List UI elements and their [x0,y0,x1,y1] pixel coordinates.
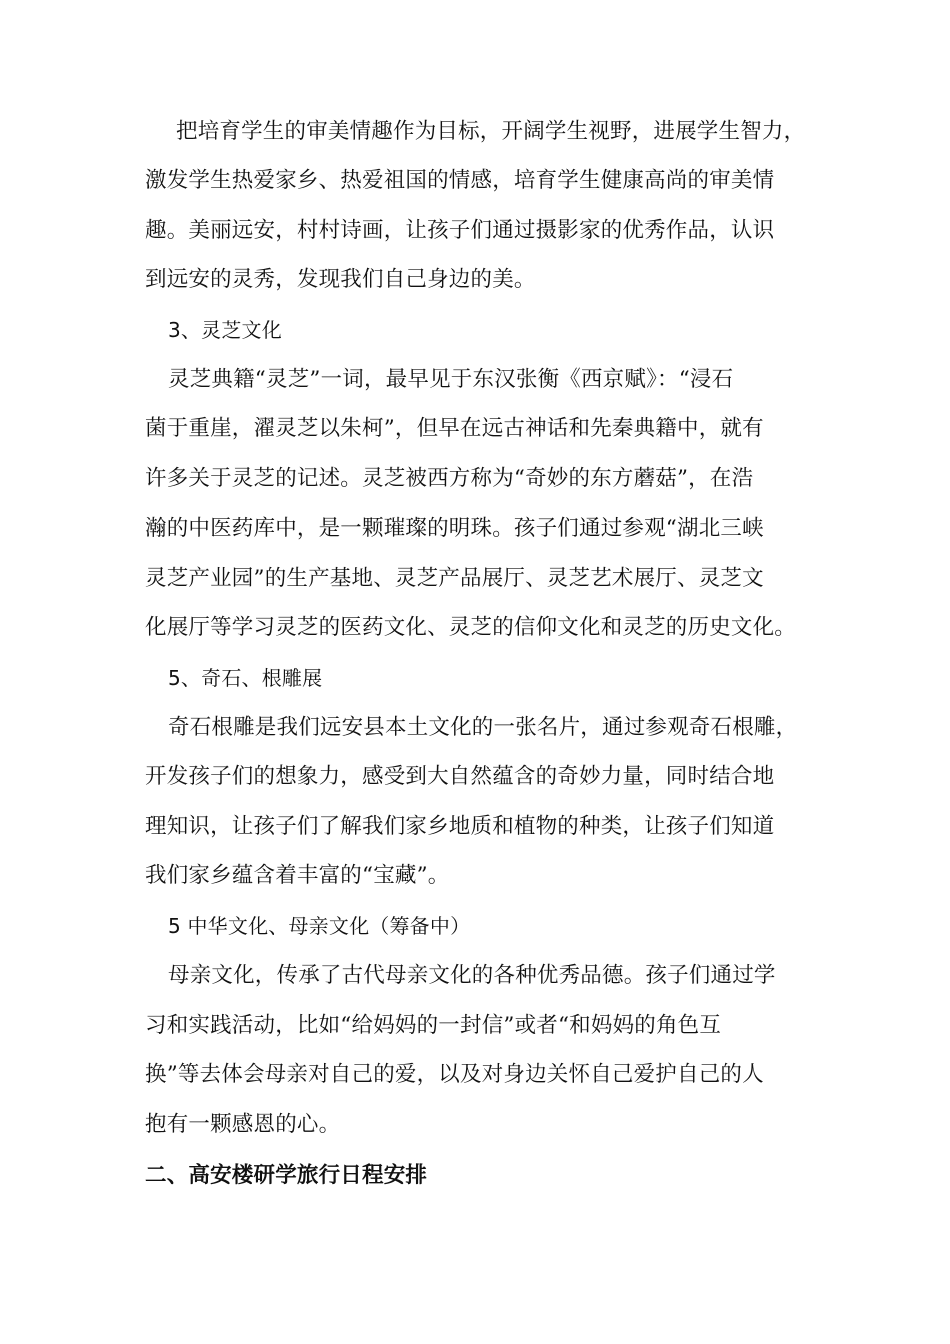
paragraph-line: 换”等去体会母亲对自己的爱，以及对身边关怀自己爱护自己的人 [145,1062,764,1087]
section-heading-3: 3、灵芝文化 [168,318,282,342]
paragraph-line: 开发孩子们的想象力，感受到大自然蕴含的奇妙力量，同时结合地 [145,764,775,789]
paragraph-line: 抱有一颗感恩的心。 [145,1112,341,1137]
paragraph-line: 激发学生热爱家乡、热爱祖国的情感，培育学生健康高尚的审美情 [145,168,775,193]
paragraph-line: 趣。美丽远安，村村诗画，让孩子们通过摄影家的优秀作品，认识 [145,218,775,243]
paragraph-line: 奇石根雕是我们远安县本土文化的一张名片，通过参观奇石根雕， [168,715,798,740]
paragraph-line: 瀚的中医药库中，是一颗璀璨的明珠。孩子们通过参观“湖北三峡 [145,516,764,541]
paragraph-line: 菌于重崖，濯灵芝以朱柯”，但早在远古神话和先秦典籍中，就有 [145,416,764,441]
paragraph-line: 把培育学生的审美情趣作为目标，开阔学生视野，进展学生智力， [176,119,806,144]
paragraph-line: 我们家乡蕴含着丰富的“宝藏”。 [145,863,450,888]
paragraph-line: 灵芝典籍“灵芝”一词，最早见于东汉张衡《西京赋》：“浸石 [168,367,734,392]
section-heading-5b: 5 中华文化、母亲文化（筹备中） [168,914,471,938]
paragraph-line: 理知识，让孩子们了解我们家乡地质和植物的种类，让孩子们知道 [145,814,775,839]
section-title: 二、高安楼研学旅行日程安排 [145,1163,428,1188]
paragraph-line: 母亲文化，传承了古代母亲文化的各种优秀品德。孩子们通过学 [168,963,776,988]
paragraph-line: 灵芝产业园”的生产基地、灵芝产品展厅、灵芝艺术展厅、灵芝文 [145,566,764,591]
paragraph-line: 到远安的灵秀，发现我们自己身边的美。 [145,267,536,292]
paragraph-line: 化展厅等学习灵芝的医药文化、灵芝的信仰文化和灵芝的历史文化。 [145,615,797,640]
section-heading-5a: 5、奇石、根雕展 [168,666,323,690]
paragraph-line: 习和实践活动，比如“给妈妈的一封信”或者“和妈妈的角色互 [145,1013,722,1038]
paragraph-line: 许多关于灵芝的记述。灵芝被西方称为“奇妙的东方蘑菇”，在浩 [145,466,754,491]
